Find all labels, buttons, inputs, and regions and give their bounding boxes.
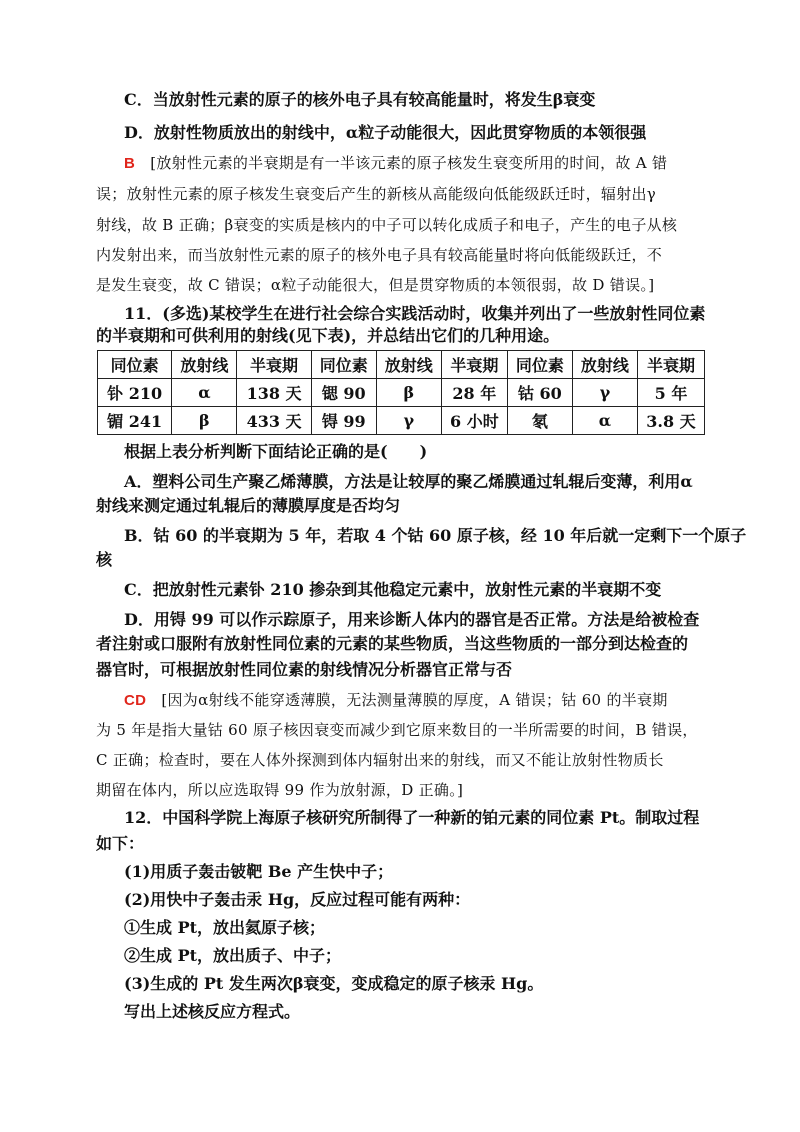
q11-option-d-line-3: 器官时，可根据放射性同位素的射线情况分析器官正常与否 bbox=[96, 660, 513, 679]
table-cell: α bbox=[172, 379, 237, 407]
table-cell: 6 小时 bbox=[441, 407, 507, 435]
table-cell: α bbox=[572, 407, 637, 435]
q11-explanation-line-4: 期留在体内，所以应选取锝 99 作为放射源，D 正确。] bbox=[96, 781, 464, 799]
table-cell: 镅 241 bbox=[98, 407, 172, 435]
q12-step-2-case-1: ①生成 Pt，放出氦原子核； bbox=[124, 918, 325, 937]
table-header-cell: 同位素 bbox=[507, 351, 572, 379]
table-header-cell: 放射线 bbox=[376, 351, 441, 379]
q10-explanation-line-1 bbox=[124, 153, 667, 174]
q12-stem-line-1: 12．中国科学院上海原子核研究所制得了一种新的铂元素的同位素 Pt。制取过程 bbox=[124, 808, 700, 827]
q12-step-1: (1)用质子轰击铍靶 Be 产生快中子； bbox=[124, 862, 394, 881]
table-header-cell: 放射线 bbox=[572, 351, 637, 379]
q12-step-2: (2)用快中子轰击汞 Hg，反应过程可能有两种： bbox=[124, 890, 471, 909]
table-header-cell: 半衰期 bbox=[637, 351, 704, 379]
q11-explanation-line-2: 为 5 年是指大量钴 60 原子核因衰变而减少到它原来数目的一半所需要的时间，B 错误， bbox=[96, 721, 698, 739]
q11-answer-label: CD bbox=[124, 692, 147, 709]
q12-stem-line-2: 如下： bbox=[96, 834, 145, 853]
table-header-cell: 半衰期 bbox=[237, 351, 311, 379]
q11-option-b-line-1: B．钴 60 的半衰期为 5 年，若取 4 个钴 60 原子核，经 10 年后就一定剩下一个原子 bbox=[124, 526, 747, 545]
q11-explanation-line-3: C 正确；检查时，要在人体外探测到体内辐射出来的射线，而又不能让放射性物质长 bbox=[96, 751, 664, 769]
q11-option-a-line-2: 射线来测定通过轧辊后的薄膜厚度是否均匀 bbox=[96, 496, 401, 515]
q10-explanation-text: [放射性元素的半衰期是有一半该元素的原子核发生衰变所用的时间，故 A 错 bbox=[150, 154, 668, 172]
table-cell: 3.8 天 bbox=[637, 407, 704, 435]
table-cell: 28 年 bbox=[441, 379, 507, 407]
table-cell: β bbox=[376, 379, 441, 407]
q11-option-d-line-1: D．用锝 99 可以作示踪原子，用来诊断人体内的器官是否正常。方法是给被检查 bbox=[124, 610, 700, 629]
q10-explanation-line-2: 误；放射性元素的原子核发生衰变后产生的新核从高能级向低能级跃迁时，辐射出γ bbox=[96, 185, 657, 203]
table-header-cell: 同位素 bbox=[311, 351, 376, 379]
table-cell: 钋 210 bbox=[98, 379, 172, 407]
q12-step-3: (3)生成的 Pt 发生两次β衰变，变成稳定的原子核汞 Hg。 bbox=[124, 974, 544, 993]
isotope-table bbox=[97, 350, 705, 435]
q11-explanation-line-1 bbox=[124, 690, 668, 711]
table-cell: γ bbox=[376, 407, 441, 435]
q11-option-c: C．把放射性元素钋 210 掺杂到其他稳定元素中，放射性元素的半衰期不变 bbox=[124, 580, 662, 599]
table-header-cell: 半衰期 bbox=[441, 351, 507, 379]
q11-option-a-line-1: A．塑料公司生产聚乙烯薄膜，方法是让较厚的聚乙烯膜通过轧辊后变薄，利用α bbox=[124, 472, 693, 491]
table-cell: 钴 60 bbox=[507, 379, 572, 407]
table-cell: 5 年 bbox=[637, 379, 704, 407]
q11-stem-line-1: 11．(多选)某校学生在进行社会综合实践活动时，收集并列出了一些放射性同位素 bbox=[124, 304, 706, 323]
q10-answer-label: B bbox=[124, 155, 136, 172]
q10-explanation-line-5: 是发生衰变，故 C 错误；α粒子动能很大，但是贯穿物质的本领很弱，故 D 错误。] bbox=[96, 276, 655, 294]
table-header-row bbox=[98, 351, 705, 379]
table-cell: 锝 99 bbox=[311, 407, 376, 435]
table-row bbox=[98, 379, 705, 407]
table-cell: 锶 90 bbox=[311, 379, 376, 407]
table-cell: 433 天 bbox=[237, 407, 311, 435]
table-cell: 氡 bbox=[507, 407, 572, 435]
q11-prompt: 根据上表分析判断下面结论正确的是( ) bbox=[124, 442, 428, 461]
q10-option-d: D．放射性物质放出的射线中，α粒子动能很大，因此贯穿物质的本领很强 bbox=[124, 123, 647, 142]
q11-option-d-line-2: 者注射或口服附有放射性同位素的元素的某些物质，当这些物质的一部分到达检查的 bbox=[96, 634, 689, 653]
q12-task: 写出上述核反应方程式。 bbox=[124, 1002, 301, 1021]
table-header-cell: 放射线 bbox=[172, 351, 237, 379]
q12-step-2-case-2: ②生成 Pt，放出质子、中子； bbox=[124, 946, 341, 965]
q10-explanation-line-4: 内发射出来，而当放射性元素的原子的核外电子具有较高能量时将向低能级跃迁，不 bbox=[96, 246, 663, 264]
table-row bbox=[98, 407, 705, 435]
table-header-cell: 同位素 bbox=[98, 351, 172, 379]
q11-explanation-text: [因为α射线不能穿透薄膜，无法测量薄膜的厚度，A 错误；钴 60 的半衰期 bbox=[161, 691, 668, 709]
q11-option-b-line-2: 核 bbox=[96, 550, 113, 569]
q10-explanation-line-3: 射线，故 B 正确；β衰变的实质是核内的中子可以转化成质子和电子，产生的电子从核 bbox=[96, 216, 678, 234]
q11-stem-line-2: 的半衰期和可供利用的射线(见下表)，并总结出它们的几种用途。 bbox=[96, 326, 560, 345]
q10-option-c: C．当放射性元素的原子的核外电子具有较高能量时，将发生β衰变 bbox=[124, 90, 596, 109]
table-cell: 138 天 bbox=[237, 379, 311, 407]
table-cell: γ bbox=[572, 379, 637, 407]
table-cell: β bbox=[172, 407, 237, 435]
